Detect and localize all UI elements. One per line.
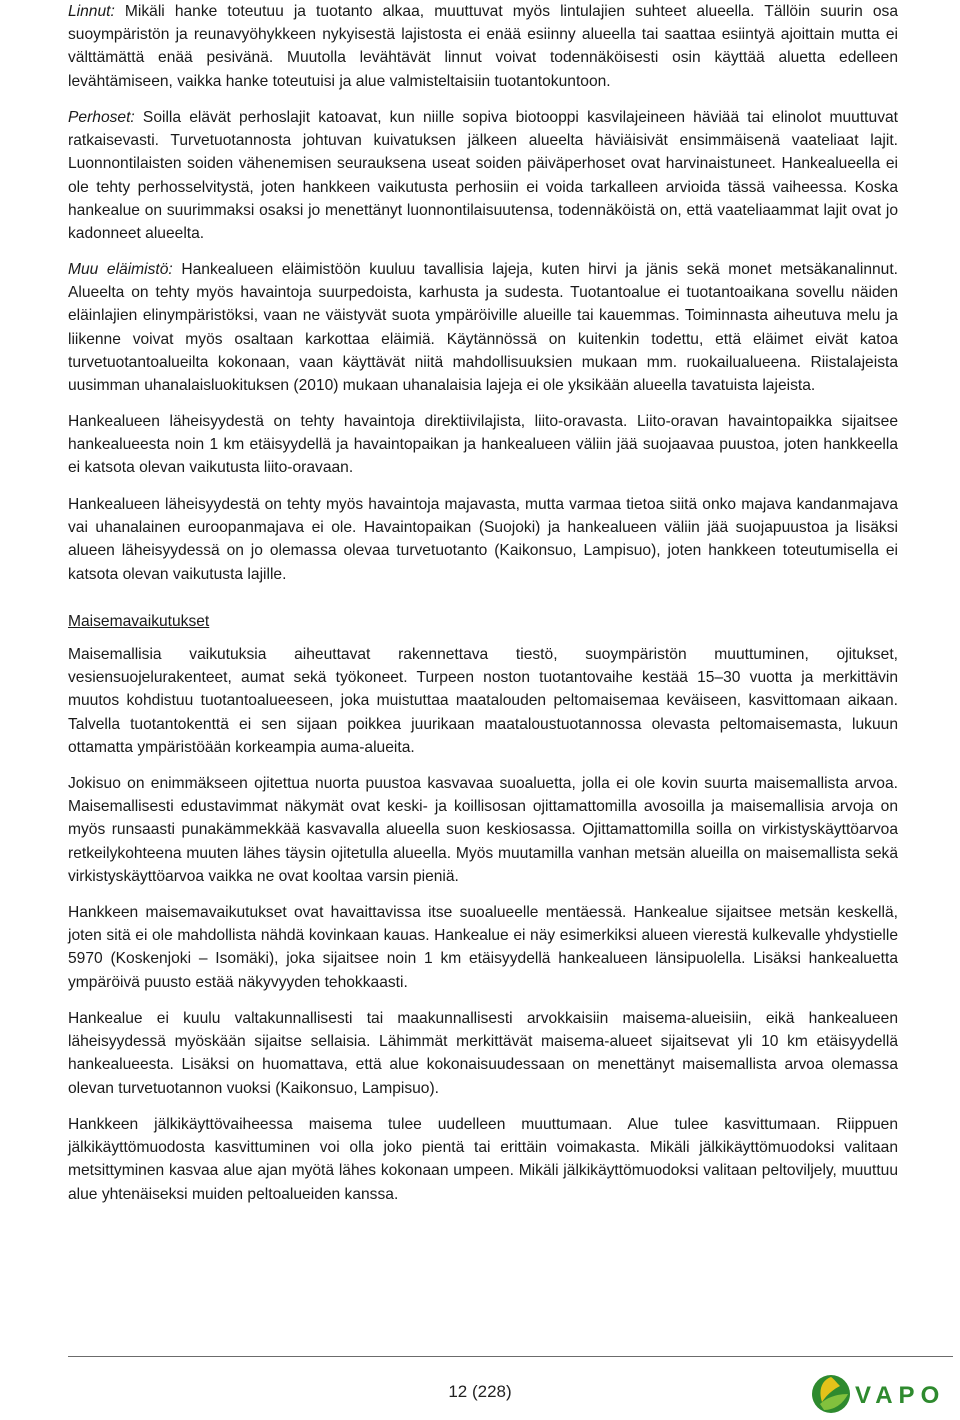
paragraph-text: Hankealueen läheisyydestä on tehty havaintoja direktiivilajista, liito-oravasta. Liito-oravan havaintopaikka sijaitsee hankealueesta noin 1 km etäisyydellä ja havaintopaikan ja hankealueen väliin jää suojaavaa puustoa, joten hankkeella ei katsota olevan vaikutusta liito-oravaan. bbox=[68, 413, 898, 477]
paragraph-text: Soilla elävät perhoslajit katoavat, kun niille sopiva biotooppi kasvilajeineen häviää tai elinolot muuttuvat ratkaisevasti. Turvetuotannosta johtuvan kuivatuksen jälkeen alueelta häviäisivät ensimmäisenä vaateliaat lajit. Luonnontilaisten soiden vähenemisen seurauksena useat soiden päiväperhoset ovat harvinaistuneet. Hankealueella ei ole tehty perhosselvitystä, joten hankkeen vaikutusta perhosiin ei voida tarkalleen arvioida tässä vaiheessa. Koska hankealue on suurimmaksi osaksi jo menettänyt luonnontilaisuutensa, todennäköistä on, että vaateliaammat lajit ovat jo kadonneet alueelta. bbox=[68, 109, 898, 243]
paragraph-text: Hankealueen eläimistöön kuuluu tavallisia lajeja, kuten hirvi ja jänis sekä monet metsäkanalinnut. Alueelta on tehty myös havaintoja suurpedoista, karhusta ja sudesta. Tuotantoalue ei tuotantoaikana sovellu näiden eläinlajien elinympäristöksi, vaan ne väistyvät suota ympäröiville alueille tai kauemmas. Toiminnasta aiheutuva melu ja liikenne voivat myös osaltaan karkottaa eläimiä. Käytännössä on kuitenkin todettu, että eläimet eivät katoa turvetuotantoalueilta kokonaan, vaan käyttävät niitä mahdollisuuksien mukaan mm. ruokailualueena. Riistalajeista uusimman uhanalaisluokituksen (2010) mukaan uhanalaisia lajeja ei ole yksikään alueella tavatuista lajeista. bbox=[68, 261, 898, 395]
paragraph-flying-squirrel bbox=[68, 410, 898, 480]
page-number: 12 (228) bbox=[448, 1382, 512, 1401]
landscape-paragraph: Hankkeen maisemavaikutukset ovat havaittavissa itse suoalueelle mentäessä. Hankealue sijaitsee metsän keskellä, joten sitä ei ole mahdollista nähdä kovinkaan kauas. Hankealue ei näy esimerkiksi alueen vierestä kulkevalle yhdystielle 5970 (Koskenjoki – Isomäki), joka sijaitsee noin 1 km etäisyydellä hankealueen länsipuolella. Lisäksi hankealuetta ympäröivä puusto estää näkyvyyden tehokkaasti. bbox=[68, 904, 898, 991]
paragraph-label: Muu eläimistö: bbox=[68, 261, 173, 278]
paragraph-beaver bbox=[68, 493, 898, 586]
paragraph-text: Mikäli hanke toteutuu ja tuotanto alkaa, muuttuvat myös lintulajien suhteet alueella. Tällöin suurin osa suoympäristön ja reunavyöhykkeen nykyisestä lajistosta ei enää esiinny alueella tai saattaa esiintyä ajoittain mutta ei välttämättä enää pesivänä. Muutolla levähtävät linnut voivat todennäköisesti osin käyttää aluetta edelleen levähtämiseen, vaikka hanke toteutuisi ja alue valmisteltaisiin tuotantokuntoon. bbox=[68, 3, 898, 90]
paragraph-label: Perhoset: bbox=[68, 109, 135, 126]
landscape-paragraph: Hankealue ei kuulu valtakunnallisesti tai maakunnallisesti arvokkaisiin maisema-alueisiin, eikä hankealueen läheisyydessä myöskään sijaitse sellaisia. Lähimmät merkittävät maisema-alueet sijaitsevat yli 10 km etäisyydellä hankealueesta. Lisäksi on huomattava, että alue kokonaisuudessaan on menettänyt maisemallista arvoa olemassa olevan turvetuotannon vuoksi (Kaikonsuo, Lampisuo). bbox=[68, 1010, 898, 1097]
paragraph-butterflies bbox=[68, 106, 898, 245]
landscape-paragraph: Jokisuo on enimmäkseen ojitettua nuorta puustoa kasvavaa suoaluetta, jolla ei ole kovin suurta maisemallista arvoa. Maisemallisesti edustavimmat näkymät ovat keski- ja koillisosan ojittamattomilla avosoilla ja maisemallisia arvoja on myös runsaasti punakämmekkää kasvavalla alueella suon keskiosassa. Ojittamattomilla soilla on virkistyskäyttöarvoa retkeilykohteena muuten lähes täysin ojitetulla alueella. Myös muutamilla vanhan metsän alueilla on maisemallista sekä virkistyskäyttöarvoa vaikka ne ovat kooltaa varsin pieniä. bbox=[68, 775, 898, 885]
paragraph-label: Linnut: bbox=[68, 3, 115, 20]
paragraph-other-fauna bbox=[68, 258, 898, 397]
vapo-logo-icon bbox=[810, 1372, 955, 1416]
landscape-paragraph: Maisemallisia vaikutuksia aiheuttavat rakennettava tiestö, suoympäristön muuttuminen, ojitukset, vesiensuojelurakenteet, aumat sekä työkoneet. Turpeen noston tuotantovaihe kestää 15–30 vuotta ja merkittävin muutos kohdistuu tuotantoalueeseen, joka muistuttaa maatalouden peltomaisemaa keväiseen, kasvittomaan aikaan. Talvella tuotantokenttä ei sen sijaan poikkea juurikaan maataloustuotannossa olevasta peltomaisemasta, lukuun ottamatta ympäristöään korkeampia auma-alueita. bbox=[68, 646, 898, 756]
section-heading: Maisemavaikutukset bbox=[68, 613, 210, 630]
landscape-paragraph: Hankkeen jälkikäyttövaiheessa maisema tulee uudelleen muuttumaan. Alue tulee kasvittumaan. Riippuen jälkikäyttömuodosta kasvittuminen voi olla joko pientä tai erittäin voimakasta. Mikäli jälkikäyttömuodoksi valitaan metsittyminen kasvaa alue ajan myötä lähes kokonaan umpeen. Mikäli jälkikäyttömuodoksi valitaan peltoviljely, muuttuu alue yhtenäiseksi muiden peltoalueiden kanssa. bbox=[68, 1116, 898, 1203]
vapo-logo bbox=[810, 1372, 955, 1416]
paragraph-text: Hankealueen läheisyydestä on tehty myös havaintoja majavasta, mutta varmaa tietoa siitä onko majava kandanmajava vai uhanalainen euroopanmajava ei ole. Havaintopaikan (Suojoki) ja hankealueen väliin jää suojapuustoa ja lisäksi alueen läheisyydessä on jo olemassa olevaa turvetuotanto (Kaikonsuo, Lampisuo), joten hankkeen toteutumisella ei katsota olevan vaikutusta lajille. bbox=[68, 496, 898, 583]
paragraph-birds bbox=[68, 0, 898, 93]
logo-wordmark: VAPO bbox=[855, 1382, 946, 1409]
footer-divider bbox=[68, 1356, 953, 1357]
